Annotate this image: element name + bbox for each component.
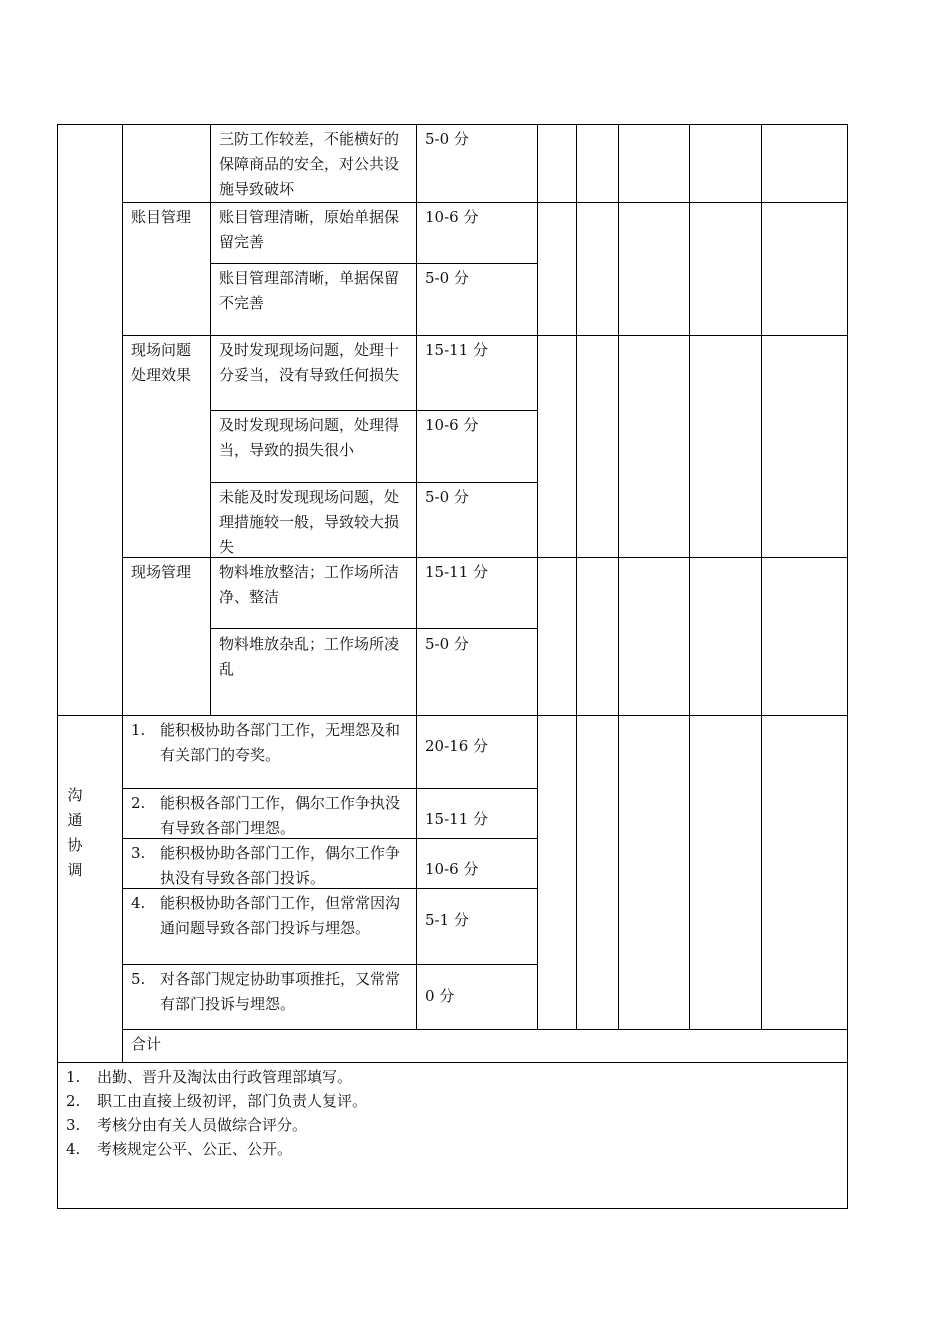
category-label: 现场问题处理效果 <box>131 341 192 384</box>
category-label: 账目管理 <box>131 208 192 226</box>
note-number: 2. <box>66 1092 81 1110</box>
score-cell: 15-11 分 <box>425 341 489 359</box>
score-cell: 5-1 分 <box>425 911 469 929</box>
note-text: 职工由直接上级初评，部门负责人复评。 <box>97 1092 368 1110</box>
score-cell: 10-6 分 <box>425 860 479 878</box>
criteria-cell: 三防工作较差，不能横好的保障商品的安全，对公共设施导致破坏 <box>219 130 400 198</box>
score-cell: 5-0 分 <box>425 269 469 287</box>
item-number: 3. <box>131 844 146 862</box>
score-cell: 10-6 分 <box>425 208 479 226</box>
note-text: 考核分由有关人员做综合评分。 <box>97 1116 308 1134</box>
item-number: 4. <box>131 894 146 912</box>
item-text: 对各部门规定协助事项推托，又常常有部门投诉与埋怨。 <box>160 970 401 1013</box>
item-text: 能积极协助各部门工作，但常常因沟通问题导致各部门投诉与埋怨。 <box>160 894 401 937</box>
criteria-cell: 及时发现现场问题，处理得当，导致的损失很小 <box>219 416 400 459</box>
score-cell: 5-0 分 <box>425 488 469 506</box>
criteria-cell: 及时发现现场问题，处理十分妥当，没有导致任何损失 <box>219 341 400 384</box>
score-cell: 15-11 分 <box>425 563 489 581</box>
item-text: 能积极协助各部门工作，无埋怨及和有关部门的夸奖。 <box>160 721 401 764</box>
communication-item <box>131 841 413 891</box>
note-text: 出勤、晋升及淘汰由行政管理部填写。 <box>97 1068 353 1086</box>
score-cell: 15-11 分 <box>425 810 489 828</box>
criteria-cell: 物料堆放杂乱；工作场所凌乱 <box>219 635 400 678</box>
communication-label-char: 调 <box>67 861 83 879</box>
note-number: 1. <box>66 1068 81 1086</box>
communication-item <box>131 891 413 941</box>
score-cell: 20-16 分 <box>425 737 489 755</box>
note-item <box>66 1113 307 1137</box>
note-item <box>66 1089 367 1113</box>
communication-item <box>131 718 413 768</box>
score-cell: 5-0 分 <box>425 130 469 148</box>
item-number: 1. <box>131 721 146 739</box>
criteria-cell: 账目管理部清晰，单据保留不完善 <box>219 269 400 312</box>
item-number: 2. <box>131 794 146 812</box>
criteria-cell: 物料堆放整洁；工作场所洁净、整洁 <box>219 563 400 606</box>
communication-label-char: 沟 <box>67 786 83 804</box>
note-number: 4. <box>66 1140 81 1158</box>
item-text: 能积极各部门工作，偶尔工作争执没有导致各部门埋怨。 <box>160 794 401 837</box>
score-cell: 10-6 分 <box>425 416 479 434</box>
note-text: 考核规定公平、公正、公开。 <box>97 1140 293 1158</box>
communication-label-char: 通 <box>67 811 83 829</box>
category-label: 现场管理 <box>131 563 192 581</box>
score-cell: 5-0 分 <box>425 635 469 653</box>
communication-item <box>131 967 413 1017</box>
criteria-cell: 未能及时发现现场问题，处理措施较一般，导致较大损失 <box>219 488 400 556</box>
criteria-cell: 账目管理清晰，原始单据保留完善 <box>219 208 400 251</box>
score-cell: 0 分 <box>425 987 455 1005</box>
item-text: 能积极协助各部门工作，偶尔工作争执没有导致各部门投诉。 <box>160 844 401 887</box>
note-item <box>66 1137 292 1161</box>
total-label: 合计 <box>131 1035 162 1053</box>
note-item <box>66 1065 352 1089</box>
note-number: 3. <box>66 1116 81 1134</box>
communication-label-char: 协 <box>67 836 83 854</box>
communication-item <box>131 791 413 841</box>
item-number: 5. <box>131 970 146 988</box>
